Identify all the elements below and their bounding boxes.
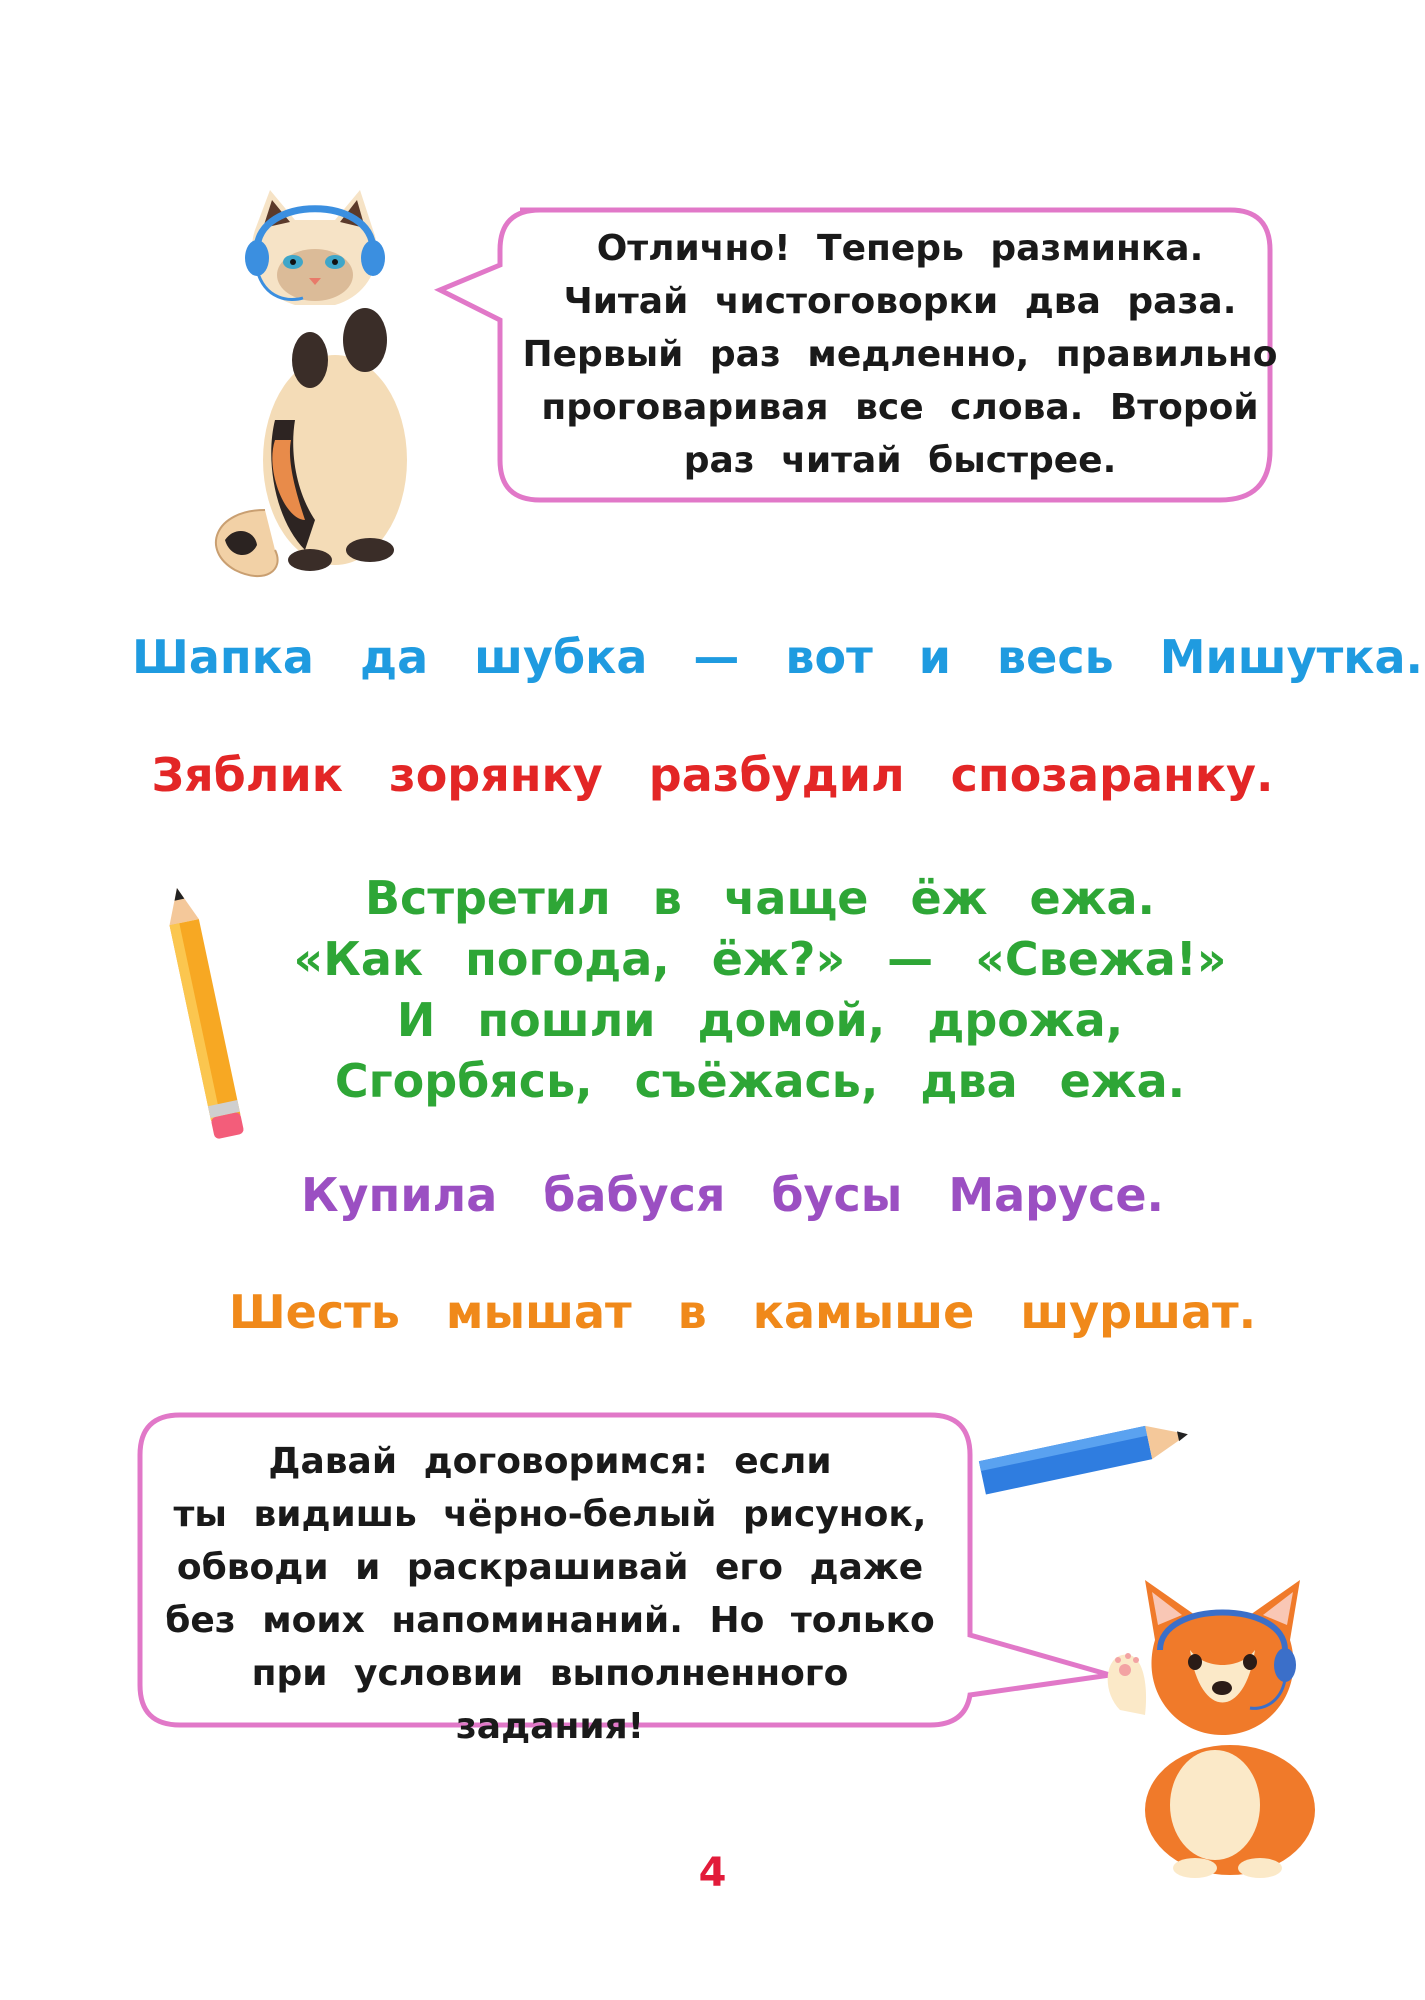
poem-line-4: Сгорбясь, съёжась, два ежа. bbox=[334, 1054, 1186, 1108]
tongue-twister-1: Шапка да шубка — вот и весь Мишутка. bbox=[132, 630, 1423, 684]
cat-illustration bbox=[195, 190, 465, 585]
pencil-orange-icon bbox=[150, 880, 260, 1160]
page-number: 4 bbox=[698, 1850, 727, 1896]
poem-block bbox=[260, 868, 1260, 1112]
bubble-top-text: Отлично! Теперь разминка. Читай чистоговорки два раза. Первый раз медленно, правильно проговаривая все слова. Второй раз читай быстрее. bbox=[522, 228, 1278, 481]
corgi-illustration bbox=[1100, 1580, 1350, 1880]
poem-line-1: Встретил в чаще ёж ежа. bbox=[364, 871, 1155, 925]
bubble-bottom-text: Давай договоримся: если ты видишь чёрно-белый рисунок, обводи и раскрашивай его даже без моих напоминаний. Но только при условии выполненного задания! bbox=[165, 1441, 935, 1747]
tongue-twister-2: Зяблик зорянку разбудил спозаранку. bbox=[151, 748, 1274, 802]
tongue-twister-4: Купила бабуся бусы Марусе. bbox=[300, 1168, 1165, 1222]
tongue-twister-5: Шесть мышат в камыше шуршат. bbox=[228, 1285, 1257, 1339]
poem-line-2: «Как погода, ёж?» — «Свежа!» bbox=[293, 932, 1227, 986]
poem-line-3: И пошли домой, дрожа, bbox=[396, 993, 1124, 1047]
